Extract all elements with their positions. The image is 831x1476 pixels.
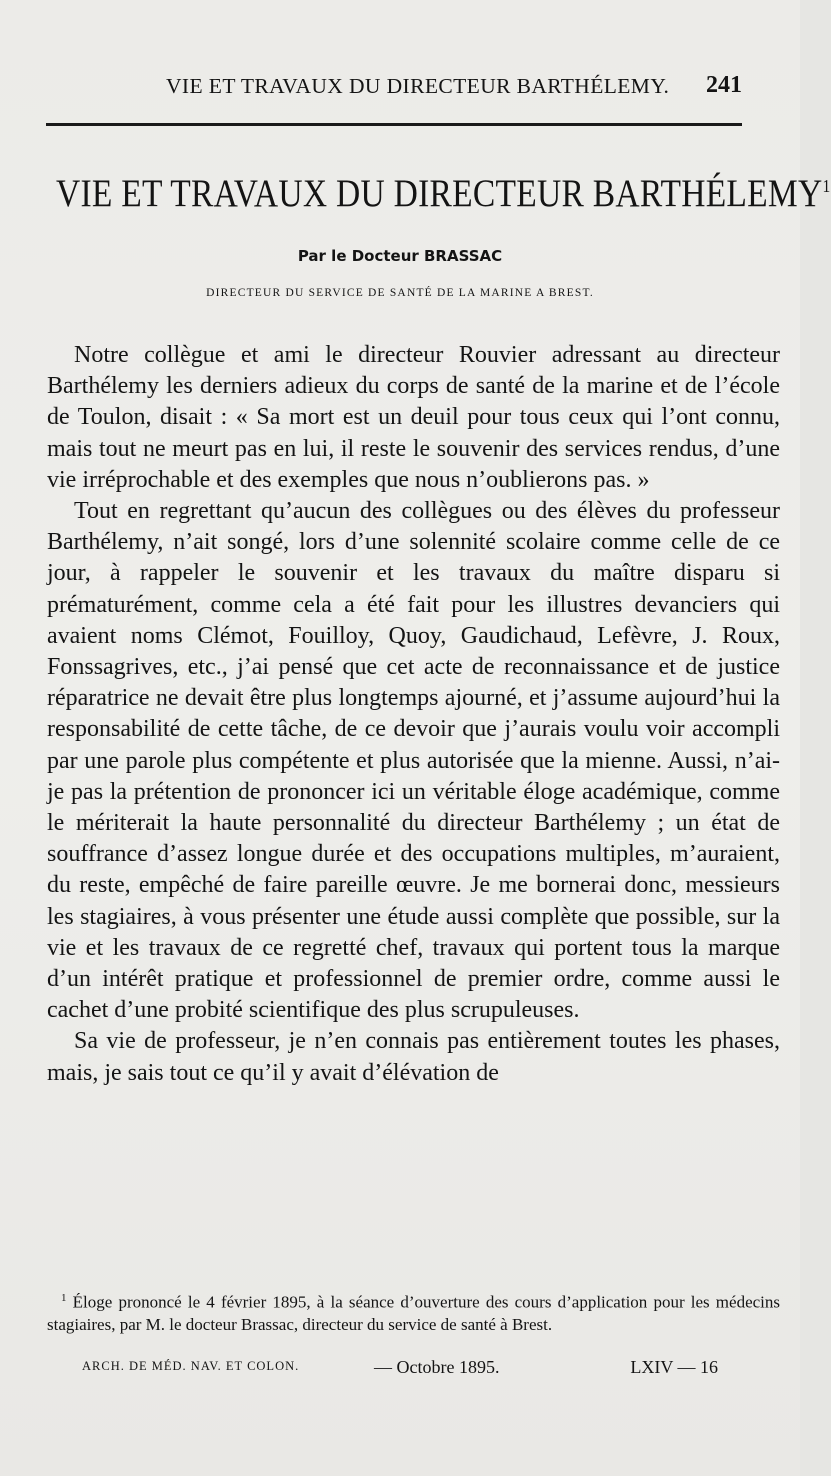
paragraph-2: Tout en regrettant qu’aucun des collègues ou des élèves du professeur Barthélemy, n’ait songé, lors d’une solennité scolaire comme celle de ce jour, à rappeler le souvenir et les travaux du maître disparu si prématurément, comme cela a été fait pour les illustres devanciers qui avaient noms Clémot, Fouilloy, Quoy, Gaudichaud, Lefèvre, J. Roux, Fonssagrives, etc., j’ai pensé que cet acte de reconnaissance et de justice réparatrice ne devait être plus longtemps ajourné, et j’assume aujourd’hui la responsabilité de cette tâche, de ce devoir que j’aurais voulu voir accompli par une parole plus compétente et plus autorisée que la mienne. Aussi, n’ai-je pas la prétention de prononcer ici un véritable éloge académique, comme le mériterait la haute personnalité du directeur Barthélemy ; un état de souffrance d’assez longue durée et des occupations multiples, m’auraient, du reste, empêché de faire pareille œuvre. Je me bornerai donc, messieurs les stagiaires, à vous présenter une étude aussi complète que possible, sur la vie et les travaux de ce regretté chef, travaux qui portent tous la marque d’un intérêt pratique et professionnel de premier ordre, comme aussi le cachet d’une probité scientifique des plus scrupuleuses. [47, 498, 780, 1024]
page-number: 241 [706, 72, 742, 98]
body-text [47, 340, 780, 1089]
article-title-text: VIE ET TRAVAUX DU DIRECTEUR BARTHÉLEMY [56, 172, 823, 215]
footnote-marker: 1 [61, 1292, 67, 1304]
title-footnote-marker: 1 [822, 176, 831, 196]
author-affiliation: DIRECTEUR DU SERVICE DE SANTÉ DE LA MARINE A BREST. [206, 287, 594, 299]
running-head [0, 72, 800, 102]
article-title [56, 171, 831, 216]
byline: Par le Docteur BRASSAC [297, 247, 503, 265]
issue-date [374, 1357, 499, 1378]
footnote [47, 1287, 780, 1336]
printer-signature: LXIV — 16 [630, 1357, 718, 1377]
issue-date-text: Octobre 1895. [396, 1357, 500, 1377]
footnote-text: Éloge prononcé le 4 février 1895, à la séance d’ouverture des cours d’application pour les médecins stagiaires, par M. le docteur Brassac, directeur du service de santé à Brest. [47, 1292, 781, 1334]
paragraph-1: Notre collègue et ami le directeur Rouvier adressant au directeur Barthélemy les derniers adieux du corps de santé de la marine et de l’école de Toulon, disait : « Sa mort est un deuil pour tous ceux qui l’ont connu, mais tout ne meurt pas en lui, il reste le souvenir des services rendus, d’une vie irréprochable et des exemples que nous n’oublierons pas. » [47, 342, 780, 493]
running-title: VIE ET TRAVAUX DU DIRECTEUR BARTHÉLEMY. [166, 74, 670, 98]
journal-abbreviation: ARCH. DE MÉD. NAV. ET COLON. [82, 1359, 300, 1373]
paragraph-3: Sa vie de professeur, je n’en connais pas entièrement toutes les phases, mais, je sais tout ce qu’il y avait d’élévation de [47, 1028, 780, 1086]
footer-dash: — [374, 1357, 392, 1377]
page-footer [82, 1357, 718, 1383]
header-rule [46, 123, 742, 126]
